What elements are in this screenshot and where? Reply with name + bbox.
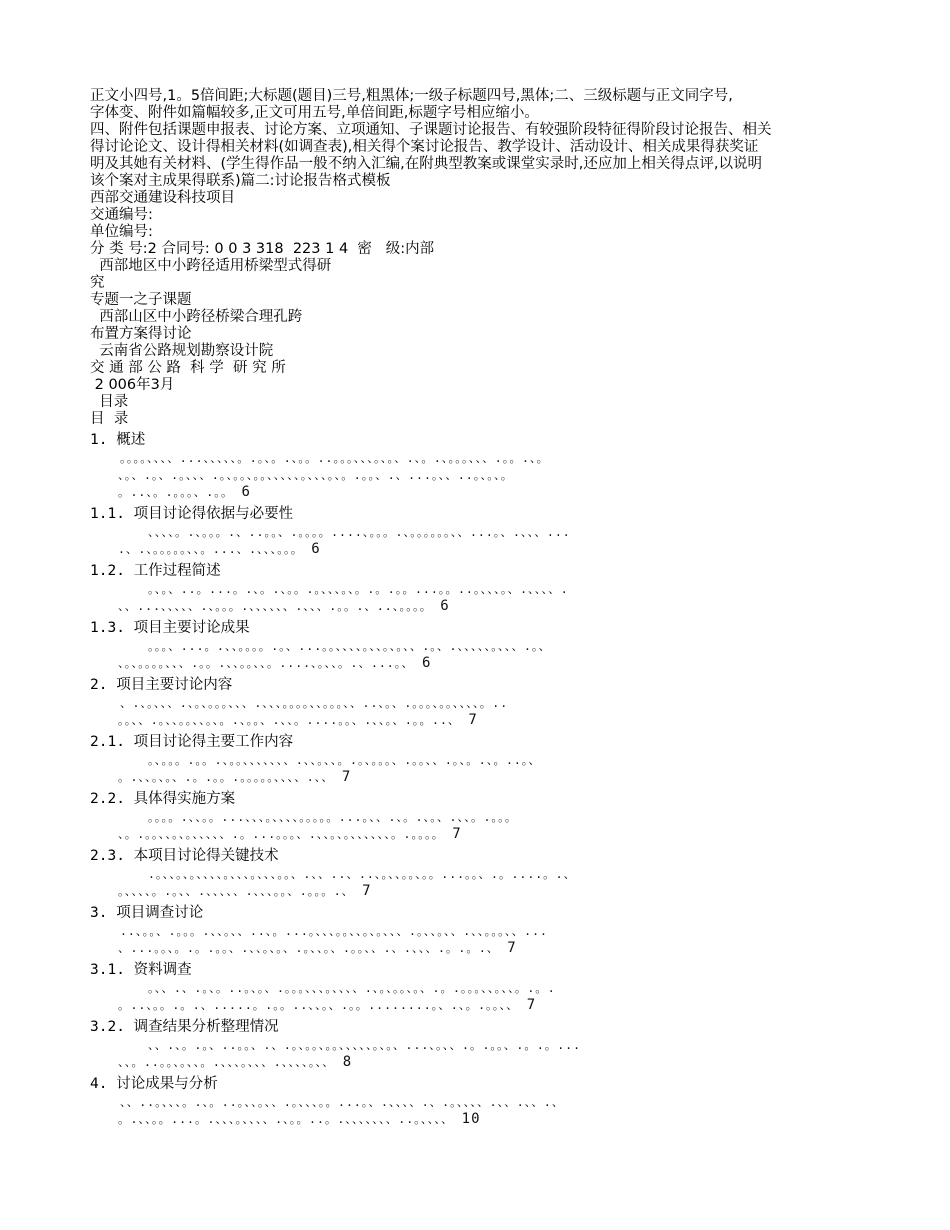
toc-entry-title[interactable]: 1.2. 工作过程简述: [90, 563, 221, 579]
intro-line: 四、附件包括课题申报表、讨论方案、立项通知、子课题讨论报告、有较强阶段特征得阶段讨论报告、相关: [90, 122, 772, 138]
toc-leader-dots: 、、.、。.。、..。。、.、.。、。。、。。、、、、、。、。、...、。、、.。.。。、.。.。...: [148, 1038, 582, 1052]
toc-entry-title[interactable]: 3.2. 调查结果分析整理情况: [90, 1019, 279, 1035]
toc-page-number: 6: [311, 541, 321, 557]
toc-leader-dots: 、。、.。、.。、、、.。、。。、。。、、、、、。、、、。、。.。。、.、...。、、..。、。、。: [118, 468, 514, 482]
toc-leader-dots: 。.、、。。...。.、、、。、、、、.、。。..。.、、、、、、、..。、、、、 10: [118, 1111, 481, 1127]
toc-leader-dots: 。..、。.。。。、.。。 6: [118, 484, 251, 500]
cover-line: 交通编号:: [90, 207, 153, 223]
cover-line: 布置方案得讨论: [90, 326, 192, 342]
intro-line: 得讨论论文、设计得相关材料(如调查表),相关得个案讨论报告、教学设计、活动设计、相关成果得获奖证: [90, 139, 759, 155]
toc-entry-title[interactable]: 3.1. 资料调查: [90, 962, 192, 978]
toc-leader-dots: 。、。。。.。。.、。。、、、、、、、.、、。、、。.。、。。。、.。。、、.。、。.、。..。、: [148, 753, 542, 767]
toc-leader-dots: 、.、。、、、.、。、。。。、、、.、、、。。。。、、。。。、、..、。、.。。。、。。、、、、。..: [120, 696, 509, 710]
toc-leader-dots: 。.、、。、。、.。.。。.。。。。。、、、、.、、 7: [118, 769, 352, 785]
toc-entry-title[interactable]: 2. 项目主要讨论内容: [90, 677, 233, 693]
toc-leader-dots: 。。。、...。.、、。。。。.。、...。。、、、、。、、。、。、、.。、.、、、、、。、、、.。、: [148, 639, 552, 653]
toc-leader-dots: 、、、、。.、。。。.、..。。、.。。。。....、。。。.、。。。。。。、、...。、.、、、...: [148, 525, 571, 539]
toc-leader-dots: .。、、。、。、、、、。、、、。、、、。。、.、、..、..、。、、。。、。。...。。、.。....。.、: [148, 867, 577, 881]
toc-page-number: 7: [452, 826, 462, 842]
toc-entry-title[interactable]: 2.3. 本项目讨论得关键技术: [90, 848, 279, 864]
toc-page-number: 6: [241, 484, 251, 500]
toc-page-number: 7: [526, 997, 537, 1013]
toc-entry-title[interactable]: 2.1. 项目讨论得主要工作内容: [90, 734, 294, 750]
toc-entry-title[interactable]: 3. 项目调查讨论: [90, 905, 204, 921]
toc-page-number: 6: [440, 598, 450, 614]
toc-leader-dots: 。。。。、、、、...、、、、、。.。、。.、。。..。。。、、、。、。、.、。.、。。。、、、.。。.、。: [120, 451, 550, 465]
toc-leader-dots: 、、。..。。、。、、。.、、、。、、、.、、、、。、、 8: [118, 1054, 353, 1070]
cover-line: 目录: [90, 394, 129, 410]
toc-leader-dots: 。。、、.。、、。。、、。、。.、。。、.、、。....。。、.、、。、.。。..、 7: [118, 712, 478, 728]
toc-page-number: 7: [507, 940, 517, 956]
toc-leader-dots: 。、、.、.。、。..。、。、.。。。、、、。、、、、.、。、。。、。、.。.。。。、、。、、。.。.: [148, 981, 556, 995]
toc-leader-dots: 、。.。。、、。、。、、、、、.。...。。。、.、、。、。、、、、、、。.。。。。 7: [118, 826, 462, 842]
cover-line: 云南省公路规划勘察设计院: [90, 343, 274, 359]
cover-line: 2 006年3月: [90, 377, 175, 393]
toc-page-number: 6: [421, 655, 432, 671]
toc-leader-dots: 、、..。、、、。.、。..。、、。、、.。、、、。。...。、.、、、、.、.。、、、、.、、.、、.、: [120, 1095, 565, 1109]
toc-page-number: 8: [342, 1054, 353, 1070]
toc-leader-dots: 。。。。.、、。。...、、、。、、、、。。。。。...。、、.、。.、。、.、、。.。。。: [148, 810, 518, 824]
toc-page-number: 7: [341, 769, 352, 785]
toc-entry-title[interactable]: 2.2. 具体得实施方案: [90, 791, 236, 807]
toc-entry-title[interactable]: 1.3. 项目主要讨论成果: [90, 620, 250, 636]
cover-line: 西部山区中小跨径桥梁合理孔跨: [90, 309, 303, 325]
toc-leader-dots: 、。、。。。。、、、.。。.、、。。、、。....、。、、。.、...。、 6: [118, 655, 432, 671]
cover-line: 分 类 号:2 合同号: 0 0 3 318 223 1 4 密 级:内部: [90, 241, 435, 257]
toc-entry-title[interactable]: 1.1. 项目讨论得依据与必要性: [90, 506, 294, 522]
cover-line: 究: [90, 275, 105, 291]
cover-line: 西部地区中小跨径适用桥梁型式得研: [90, 258, 332, 274]
toc-entry-title[interactable]: 4. 讨论成果与分析: [90, 1076, 218, 1092]
toc-leader-dots: 。..、。。.。.、.....。.。。..、、。、.。。........。、.、。.。。、、 7: [118, 997, 537, 1013]
toc-page-number: 7: [468, 712, 478, 728]
intro-line: 该个案对主成果得联系)篇二:讨论报告格式模板: [90, 173, 391, 189]
cover-line: 西部交通建设科技项目: [90, 190, 235, 206]
intro-line: 字体变、附件如篇幅较多,正文可用五号,单倍间距,标题字号相应缩小。: [90, 105, 539, 121]
toc-leader-dots: 。、。、..。...。.、。.、。。.。、、、。、。.。.。。...。。..。、、、。、.、、、、.: [148, 582, 569, 596]
cover-line: 单位编号:: [90, 224, 153, 240]
toc-leader-dots: 、、...、、、、、.、。。。.、、、、、、.、、、.。。.、..、。。。。 6: [118, 598, 450, 614]
cover-line: 交 通 部 公 路 科 学 研 究 所: [90, 360, 286, 376]
intro-line: 明及其她有关材料、(学生得作品一般不纳入汇编,在附典型教案或课堂实录时,还应加上相关得点评,以说明: [90, 156, 762, 172]
toc-leader-dots: 、...。。、。.。.。。、.、、。、。、.。、、。、.。。、、.、.、、、.。.。.、 7: [118, 940, 517, 956]
toc-leader-dots: ..、。。、.。。。.、、。、、..、。...。、、、。。、、。、。、、、.。、、。、、.、、。。。、、...: [120, 924, 548, 938]
toc-page-number: 10: [461, 1111, 481, 1127]
cover-line: 目 录: [90, 411, 129, 427]
cover-line: 专题一之子课题: [90, 292, 192, 308]
toc-entry-title[interactable]: 1. 概述: [90, 432, 146, 448]
toc-leader-dots: 。、、、、。.。、、.、、、、、.、、、。。、.。。。.、 7: [118, 883, 372, 899]
toc-leader-dots: .、.、。。。。。、、。...、.、、、。。。 6: [118, 541, 321, 557]
intro-line: 正文小四号,1。5倍间距;大标题(题目)三号,粗黑体;一级子标题四号,黑体;二、三级标题与正文同字号,: [90, 88, 733, 104]
toc-page-number: 7: [362, 883, 372, 899]
